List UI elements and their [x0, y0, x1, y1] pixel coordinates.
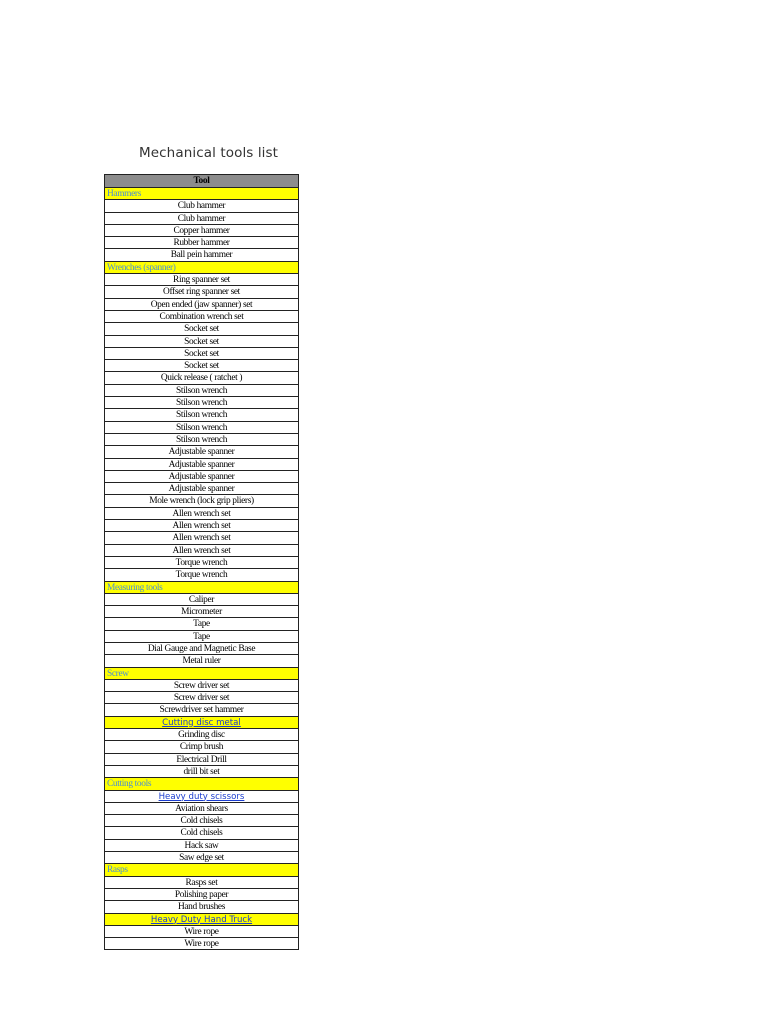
table-row: Socket set [105, 347, 298, 359]
table-row: Rubber hammer [105, 236, 298, 248]
table-row: Quick release ( ratchet ) [105, 371, 298, 383]
table-row: Dial Gauge and Magnetic Base [105, 642, 298, 654]
table-row: Socket set [105, 335, 298, 347]
table-row: Wire rope [105, 925, 298, 937]
table-row: Socket set [105, 322, 298, 334]
table-row: Copper hammer [105, 224, 298, 236]
table-row: Adjustable spanner [105, 470, 298, 482]
document-title: Mechanical tools list [139, 145, 279, 161]
row-link[interactable]: Cutting disc metal [162, 717, 241, 728]
table-row: Club hammer [105, 212, 298, 224]
link-row[interactable] [105, 716, 298, 728]
table-row: Allen wrench set [105, 519, 298, 531]
table-body [105, 187, 298, 949]
table-row: Stilson wrench [105, 396, 298, 408]
table-row: Caliper [105, 593, 298, 605]
table-row: Screw driver set [105, 691, 298, 703]
link-row[interactable] [105, 790, 298, 802]
table-row: Saw edge set [105, 851, 298, 863]
table-row: Stilson wrench [105, 384, 298, 396]
category-row: Hammers [105, 187, 298, 199]
table-row: Stilson wrench [105, 433, 298, 445]
table-row: Open ended (jaw spanner) set [105, 298, 298, 310]
table-row: Club hammer [105, 199, 298, 211]
table-row: Rasps set [105, 876, 298, 888]
category-row: Rasps [105, 863, 298, 875]
table-row: Offset ring spanner set [105, 285, 298, 297]
link-row[interactable] [105, 913, 298, 925]
table-row: drill bit set [105, 765, 298, 777]
table-row: Socket set [105, 359, 298, 371]
table-row: Wire rope [105, 937, 298, 949]
table-row: Tape [105, 630, 298, 642]
table-row: Cold chisels [105, 826, 298, 838]
table-row: Mole wrench (lock grip pliers) [105, 494, 298, 506]
table-row: Tape [105, 617, 298, 629]
table-row: Aviation shears [105, 802, 298, 814]
row-link[interactable]: Heavy duty scissors [158, 791, 245, 802]
table-row: Adjustable spanner [105, 458, 298, 470]
table-header: Tool [105, 174, 298, 187]
table-row: Combination wrench set [105, 310, 298, 322]
row-link[interactable]: Heavy Duty Hand Truck [150, 914, 253, 925]
table-row: Allen wrench set [105, 507, 298, 519]
table-row: Grinding disc [105, 728, 298, 740]
table-row: Ring spanner set [105, 273, 298, 285]
table-row: Torque wrench [105, 556, 298, 568]
table-row: Micrometer [105, 605, 298, 617]
table-row: Screwdriver set hammer [105, 703, 298, 715]
table-row: Ball pein hammer [105, 248, 298, 260]
table-row: Polishing paper [105, 888, 298, 900]
category-row: Measuring tools [105, 581, 298, 593]
table-row: Hand brushes [105, 900, 298, 912]
table-row: Stilson wrench [105, 421, 298, 433]
table-row: Hack saw [105, 839, 298, 851]
table-row: Allen wrench set [105, 531, 298, 543]
table-row: Crimp brush [105, 740, 298, 752]
table-row: Torque wrench [105, 568, 298, 580]
tools-table [104, 174, 299, 950]
table-row: Cold chisels [105, 814, 298, 826]
table-row: Screw driver set [105, 679, 298, 691]
category-row: Screw [105, 667, 298, 679]
table-row: Stilson wrench [105, 408, 298, 420]
table-row: Adjustable spanner [105, 445, 298, 457]
table-row: Allen wrench set [105, 544, 298, 556]
category-row: Cutting tools [105, 777, 298, 789]
table-row: Metal ruler [105, 654, 298, 666]
table-row: Adjustable spanner [105, 482, 298, 494]
category-row: Wrenches (spanner) [105, 261, 298, 273]
table-row: Electrical Drill [105, 753, 298, 765]
